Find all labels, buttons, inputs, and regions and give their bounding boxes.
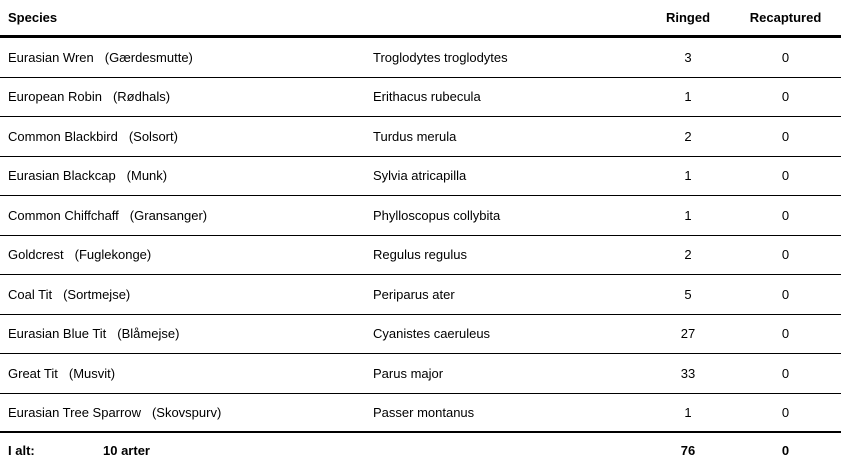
species-danish-name: (Sortmejse) (63, 286, 131, 302)
species-name-cell (0, 89, 373, 104)
total-ringed-count: 76 (680, 442, 696, 458)
species-row (0, 354, 841, 394)
recaptured-count: 0 (781, 89, 790, 105)
species-row (0, 394, 841, 434)
ringed-count: 33 (680, 365, 696, 381)
total-row (0, 433, 841, 467)
species-danish-name: (Blåmejse) (117, 326, 180, 342)
species-scientific-name: Erithacus rubecula (373, 89, 481, 105)
species-common-name: Coal Tit (8, 286, 53, 302)
species-scientific-name: Regulus regulus (373, 247, 467, 263)
recaptured-count: 0 (781, 404, 790, 420)
species-common-name: Common Chiffchaff (8, 207, 119, 223)
total-species-cell (0, 443, 373, 458)
species-name-cell (0, 129, 373, 144)
species-scientific-name: Turdus merula (373, 128, 457, 144)
species-scientific-name: Troglodytes troglodytes (373, 49, 508, 65)
species-name-cell (0, 208, 373, 223)
ringed-count: 2 (684, 128, 692, 144)
species-common-name: Eurasian Wren (8, 49, 94, 65)
species-name-cell (0, 247, 373, 262)
species-scientific-name: Periparus ater (373, 286, 455, 302)
ringed-count: 2 (684, 247, 692, 263)
column-header-species: Species (8, 10, 58, 25)
recaptured-count: 0 (781, 326, 790, 342)
species-row (0, 315, 841, 355)
species-row (0, 78, 841, 118)
recaptured-count: 0 (781, 286, 790, 302)
recaptured-count: 0 (781, 207, 790, 223)
species-common-name: European Robin (8, 89, 102, 105)
species-name-cell (0, 405, 373, 420)
total-recaptured-count: 0 (781, 442, 790, 458)
recaptured-count: 0 (781, 365, 790, 381)
species-scientific-name: Passer montanus (373, 404, 475, 420)
ringed-count: 27 (680, 326, 696, 342)
species-common-name: Eurasian Blue Tit (8, 326, 107, 342)
species-danish-name: (Musvit) (68, 365, 116, 381)
species-danish-name: (Munk) (126, 168, 168, 184)
recaptured-count: 0 (781, 49, 790, 65)
species-scientific-name: Sylvia atricapilla (373, 168, 467, 184)
species-name-cell (0, 366, 373, 381)
species-danish-name: (Gransanger) (129, 207, 208, 223)
ringed-count: 3 (684, 49, 692, 65)
species-scientific-name: Phylloscopus collybita (373, 207, 501, 223)
column-header-ringed: Ringed (665, 10, 711, 25)
total-label: I alt: (8, 442, 35, 458)
species-common-name: Eurasian Blackcap (8, 168, 116, 184)
species-name-cell (0, 287, 373, 302)
species-row (0, 196, 841, 236)
total-species-count: 10 arter (103, 442, 150, 458)
ringed-count: 1 (684, 404, 692, 420)
ringed-count: 1 (684, 168, 692, 184)
species-name-cell (0, 50, 373, 65)
table-header-row (0, 0, 841, 38)
recaptured-count: 0 (781, 168, 790, 184)
species-row (0, 38, 841, 78)
species-common-name: Common Blackbird (8, 128, 118, 144)
species-common-name: Great Tit (8, 365, 58, 381)
species-name-cell (0, 168, 373, 183)
ringed-count: 1 (684, 207, 692, 223)
species-danish-name: (Rødhals) (112, 89, 171, 105)
species-row (0, 275, 841, 315)
species-row (0, 117, 841, 157)
species-common-name: Goldcrest (8, 247, 64, 263)
species-scientific-name: Parus major (373, 365, 444, 381)
table-body (0, 38, 841, 433)
species-common-name: Eurasian Tree Sparrow (8, 404, 141, 420)
recaptured-count: 0 (781, 247, 790, 263)
species-name-cell (0, 326, 373, 341)
recaptured-count: 0 (781, 128, 790, 144)
species-danish-name: (Fuglekonge) (74, 247, 152, 263)
ringed-count: 1 (684, 89, 692, 105)
species-danish-name: (Gærdesmutte) (104, 49, 193, 65)
species-row (0, 157, 841, 197)
species-scientific-name: Cyanistes caeruleus (373, 326, 491, 342)
species-row (0, 236, 841, 276)
ringed-count: 5 (684, 286, 692, 302)
species-danish-name: (Solsort) (128, 128, 178, 144)
species-danish-name: (Skovspurv) (151, 404, 222, 420)
column-header-recaptured: Recaptured (749, 10, 822, 25)
